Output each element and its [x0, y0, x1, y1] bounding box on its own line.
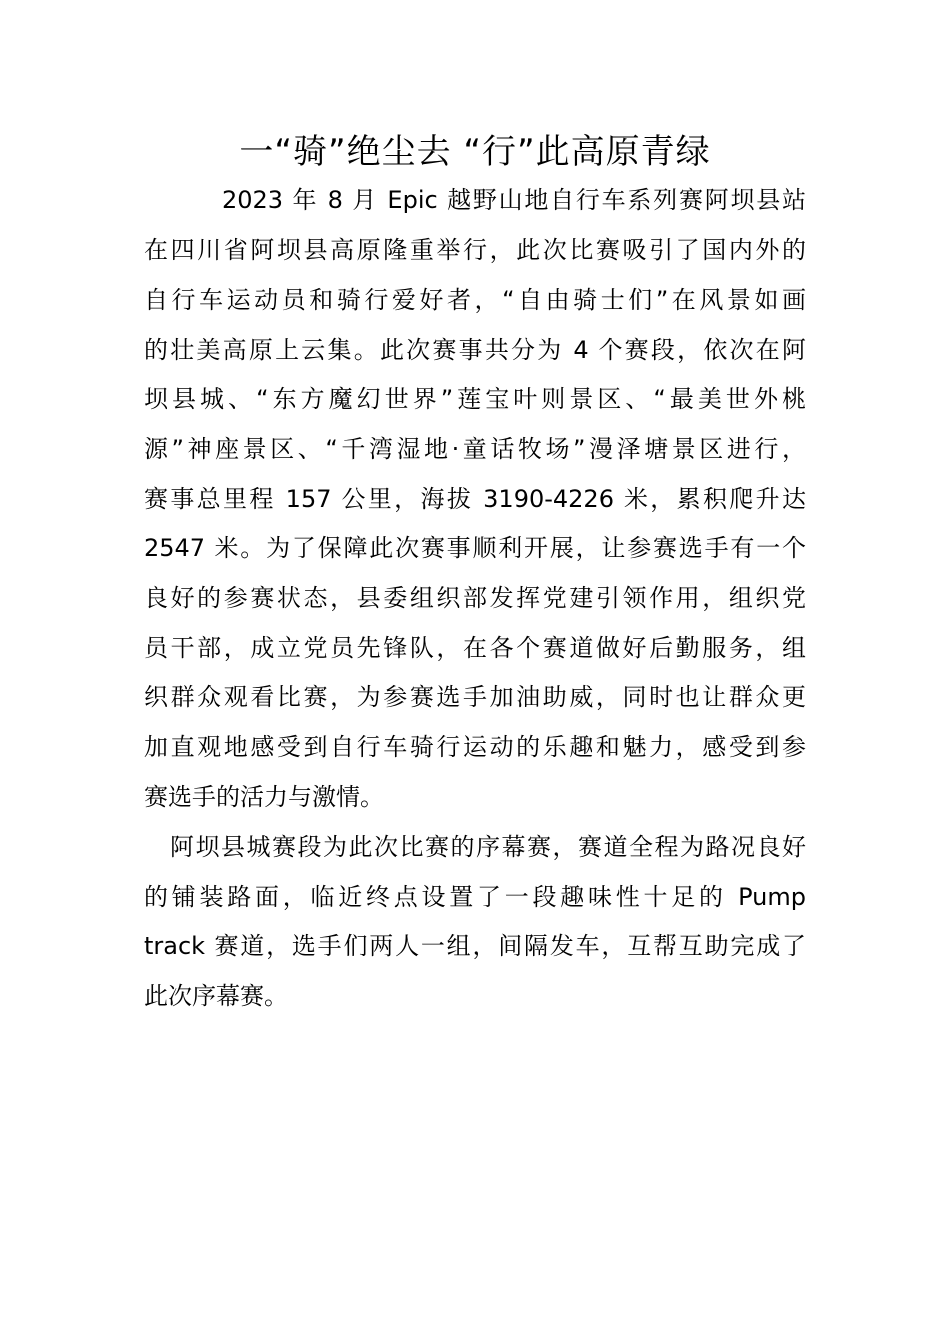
paragraph-line: 织群众观看比赛，为参赛选手加油助威，同时也让群众更: [144, 683, 806, 711]
paragraph-line: 2023 年 8 月 Epic 越野山地自行车系列赛阿坝县站: [222, 186, 806, 214]
paragraph-line: 此次序幕赛。: [144, 982, 288, 1010]
paragraph-line: 阿坝县城赛段为此次比赛的序幕赛，赛道全程为路况良好: [170, 833, 806, 861]
paragraph-line: 2547 米。为了保障此次赛事顺利开展，让参赛选手有一个: [144, 534, 806, 562]
paragraph-line: 坝县城、“东方魔幻世界”莲宝叶则景区、“最美世外桃: [144, 385, 806, 413]
paragraph-line: 良好的参赛状态，县委组织部发挥党建引领作用，组织党: [144, 584, 806, 612]
document-title: 一“骑”绝尘去 “行”此高原青绿: [239, 132, 711, 172]
paragraph-line: 赛事总里程 157 公里，海拔 3190-4226 米，累积爬升达: [144, 485, 806, 513]
paragraph-line: 在四川省阿坝县高原隆重举行，此次比赛吸引了国内外的: [144, 236, 806, 264]
paragraph-line: 的铺装路面，临近终点设置了一段趣味性十足的 Pump: [144, 883, 806, 911]
paragraph-line: 赛选手的活力与激情。: [144, 783, 384, 811]
paragraph-line: 源”神座景区、“千湾湿地·童话牧场”漫泽塘景区进行，: [144, 435, 806, 463]
paragraph-line: 加直观地感受到自行车骑行运动的乐趣和魅力，感受到参: [144, 733, 806, 761]
paragraph-line: track 赛道，选手们两人一组，间隔发车，互帮互助完成了: [144, 932, 806, 960]
paragraph-line: 的壮美高原上云集。此次赛事共分为 4 个赛段，依次在阿: [144, 336, 806, 364]
paragraph-line: 员干部，成立党员先锋队，在各个赛道做好后勤服务，组: [144, 634, 806, 662]
paragraph-line: 自行车运动员和骑行爱好者，“自由骑士们”在风景如画: [144, 286, 806, 314]
